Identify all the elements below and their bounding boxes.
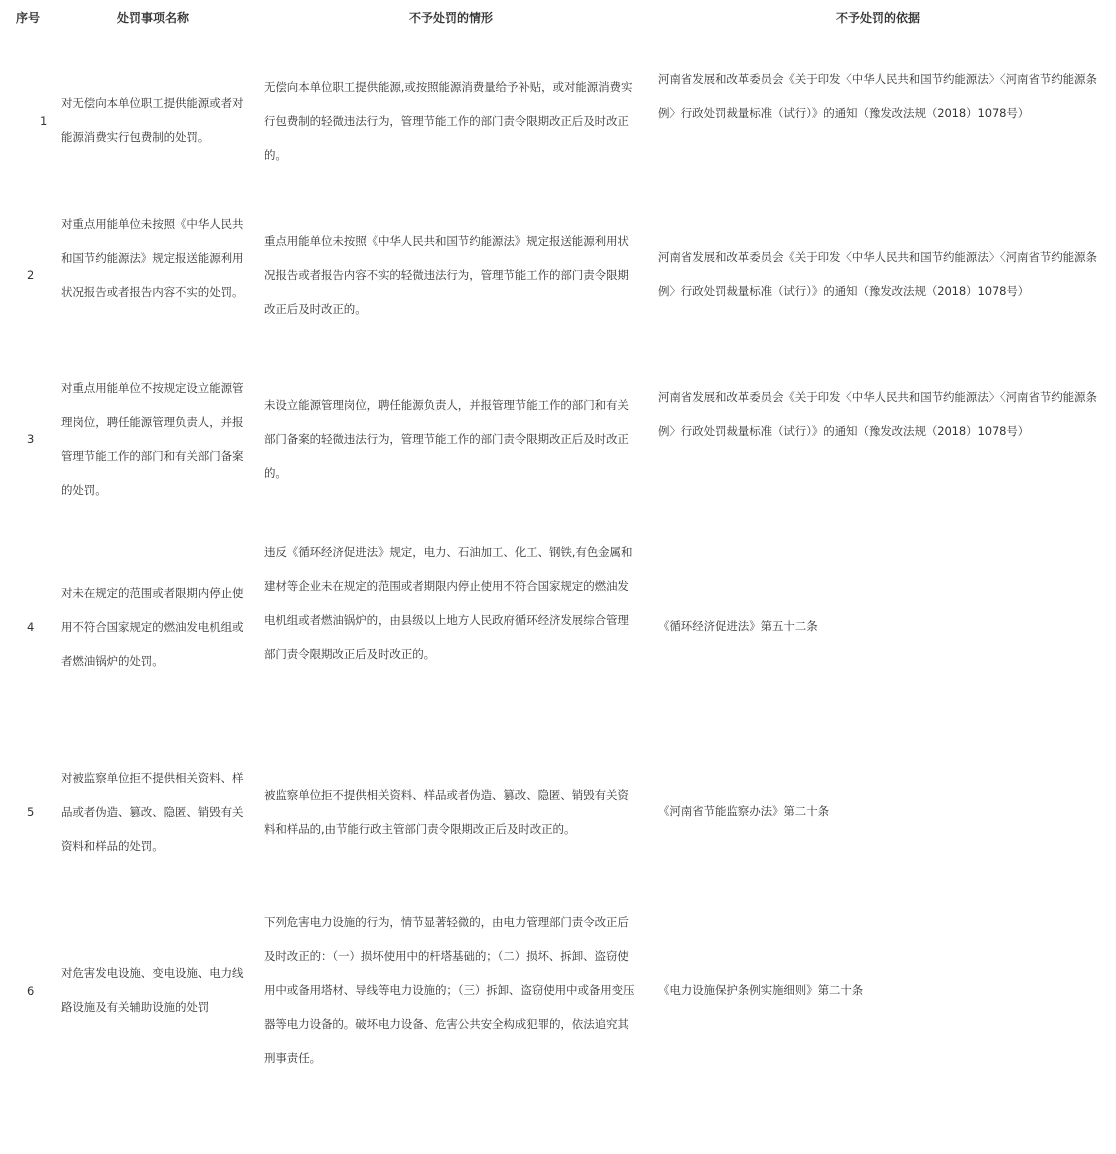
header-name: 处罚事项名称 bbox=[117, 11, 190, 25]
row-situation: 无偿向本单位职工提供能源,或按照能源消费量给予补贴，或对能源消费实行包费制的轻微违法行为，管理节能工作的部门责令限期改正后及时改正的。 bbox=[264, 80, 633, 162]
row-situation: 未设立能源管理岗位，聘任能源负责人，并报管理节能工作的部门和有关部门备案的轻微违法行为，管理节能工作的部门责令限期改正后及时改正的。 bbox=[264, 398, 629, 480]
row-seq: 4 bbox=[27, 620, 35, 634]
row-name: 对重点用能单位未按照《中华人民共和国节约能源法》规定报送能源利用状况报告或者报告内容不实的处罚。 bbox=[61, 217, 244, 299]
row-seq: 2 bbox=[27, 268, 35, 282]
row-name: 对未在规定的范围或者限期内停止使用不符合国家规定的燃油发电机组或者燃油锅炉的处罚。 bbox=[61, 586, 244, 668]
header-basis: 不予处罚的依据 bbox=[836, 11, 921, 25]
row-name: 对重点用能单位不按规定设立能源管理岗位，聘任能源管理负责人，并报管理节能工作的部门和有关部门备案的处罚。 bbox=[61, 381, 244, 497]
row-basis: 河南省发展和改革委员会《关于印发〈中华人民共和国节约能源法〉〈河南省节约能源条例〉行政处罚裁量标准（试行）》的通知（豫发改法规（2018）1078号） bbox=[658, 390, 1097, 438]
row-basis: 《循环经济促进法》第五十二条 bbox=[658, 619, 818, 633]
row-situation: 违反《循环经济促进法》规定，电力、石油加工、化工、钢铁,有色金属和建材等企业未在规定的范围或者期限内停止使用不符合国家规定的燃油发电机组或者燃油锅炉的，由县级以上地方人民政府循环经济发展综合管理部门责令限期改正后及时改正的。 bbox=[264, 545, 633, 661]
row-name: 对无偿向本单位职工提供能源或者对能源消费实行包费制的处罚。 bbox=[61, 96, 244, 144]
row-seq: 5 bbox=[27, 805, 35, 819]
header-seq: 序号 bbox=[16, 11, 41, 25]
row-seq: 1 bbox=[40, 114, 48, 128]
row-basis: 《河南省节能监察办法》第二十条 bbox=[658, 804, 829, 818]
row-name: 对被监察单位拒不提供相关资料、样品或者伪造、篡改、隐匿、销毁有关资料和样品的处罚。 bbox=[61, 771, 244, 853]
row-name: 对危害发电设施、变电设施、电力线路设施及有关辅助设施的处罚 bbox=[61, 966, 244, 1014]
row-basis: 河南省发展和改革委员会《关于印发〈中华人民共和国节约能源法〉〈河南省节约能源条例〉行政处罚裁量标准（试行）》的通知（豫发改法规（2018）1078号） bbox=[658, 72, 1097, 120]
row-situation: 重点用能单位未按照《中华人民共和国节约能源法》规定报送能源利用状况报告或者报告内容不实的轻微违法行为，管理节能工作的部门责令限期改正后及时改正的。 bbox=[264, 234, 629, 316]
row-seq: 3 bbox=[27, 432, 35, 446]
header-situation: 不予处罚的情形 bbox=[409, 11, 494, 25]
row-situation: 被监察单位拒不提供相关资料、样品或者伪造、篡改、隐匿、销毁有关资料和样品的,由节能行政主管部门责令限期改正后及时改正的。 bbox=[264, 788, 629, 836]
row-basis: 河南省发展和改革委员会《关于印发〈中华人民共和国节约能源法〉〈河南省节约能源条例〉行政处罚裁量标准（试行）》的通知（豫发改法规（2018）1078号） bbox=[658, 250, 1097, 298]
row-basis: 《电力设施保护条例实施细则》第二十条 bbox=[658, 983, 864, 997]
row-situation: 下列危害电力设施的行为，情节显著轻微的，由电力管理部门责令改正后及时改正的：（一）损坏使用中的杆塔基础的；（二）损坏、拆卸、盗窃使用中或备用塔材、导线等电力设施的；（三）拆卸、盗窃使用中或备用变压器等电力设备的。破坏电力设备、危害公共安全构成犯罪的，依法追究其刑事责任。 bbox=[264, 915, 635, 1065]
row-seq: 6 bbox=[27, 984, 35, 998]
